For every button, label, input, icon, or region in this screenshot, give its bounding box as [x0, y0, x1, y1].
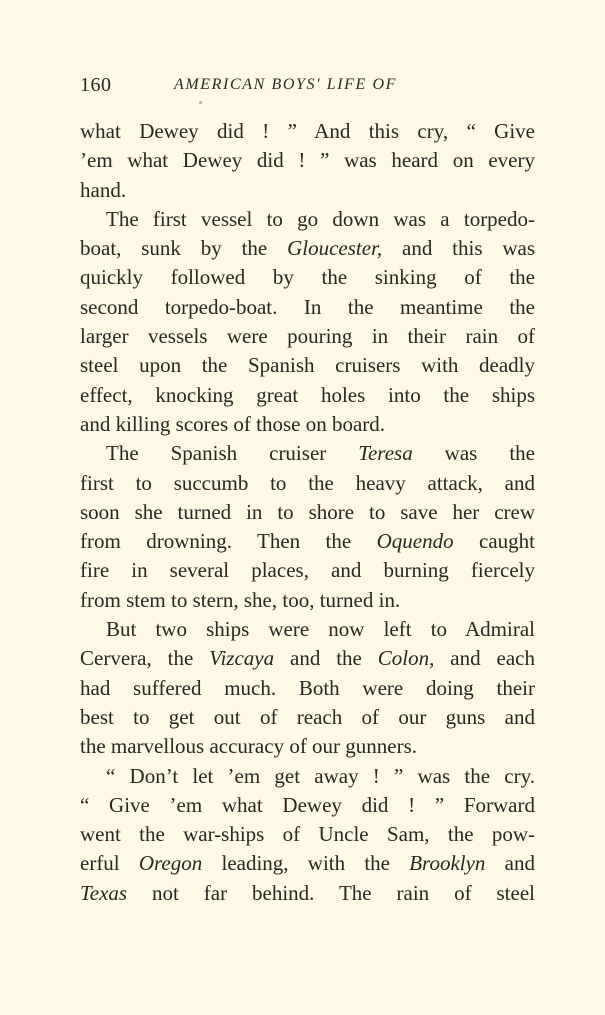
text-line [80, 674, 535, 703]
text-segment: second torpedo-boat. In the meantime the [80, 294, 535, 319]
text-line [80, 556, 535, 585]
page-header [80, 74, 540, 100]
text-segment: soon she turned in to shore to save her crew [80, 499, 535, 524]
text-line [80, 146, 535, 175]
text-segment: went the war-ships of Uncle Sam, the pow- [80, 822, 535, 847]
text-line [80, 732, 535, 761]
text-segment: fire in several places, and burning fiercely [80, 558, 535, 583]
text-line [80, 176, 535, 205]
italic-name: Oquendo [376, 529, 454, 554]
text-segment: effect, knocking great holes into the ships [80, 382, 535, 407]
italic-name: Vizcaya [209, 646, 275, 671]
text-segment: Cervera, the [80, 646, 210, 671]
italic-name: Colon, [377, 646, 435, 671]
text-segment: leading, with the [202, 851, 410, 876]
italic-name: Brooklyn [409, 851, 486, 876]
text-line [80, 527, 535, 556]
text-segment: hand. [80, 177, 127, 202]
text-segment: caught [453, 529, 535, 554]
text-segment: and this was [382, 236, 536, 261]
text-line [80, 469, 535, 498]
text-line [80, 615, 535, 644]
text-line [80, 703, 535, 732]
text-segment: “ Don’t let ’em get away ! ” was the cry. [106, 763, 535, 788]
text-line [80, 586, 535, 615]
text-segment: erful [80, 851, 139, 876]
text-segment: first to succumb to the heavy attack, and [80, 470, 535, 495]
text-line [80, 791, 535, 820]
text-segment: and [485, 851, 535, 876]
body-text [80, 117, 535, 908]
page-number: 160 [80, 74, 112, 96]
text-line [80, 234, 535, 263]
text-line [80, 381, 535, 410]
text-line [80, 293, 535, 322]
text-line [80, 644, 535, 673]
text-line [80, 117, 535, 146]
text-segment: best to get out of reach of our guns and [80, 704, 535, 729]
text-segment: larger vessels were pouring in their rain of [80, 324, 535, 349]
text-segment: what Dewey did ! ” And this cry, “ Give [80, 119, 535, 143]
text-line [80, 410, 535, 439]
print-speck [199, 101, 202, 104]
italic-name: Oregon [138, 851, 203, 876]
text-segment: from drowning. Then the [80, 529, 377, 554]
text-segment: boat, sunk by the [80, 236, 288, 261]
text-line [80, 820, 535, 849]
text-line [80, 879, 535, 908]
text-segment: the marvellous accuracy of our gunners. [80, 734, 418, 759]
text-segment: had suffered much. Both were doing their [80, 675, 535, 700]
text-line [80, 351, 535, 380]
text-segment: and each [434, 646, 535, 671]
text-line [80, 322, 535, 351]
text-line [80, 498, 535, 527]
text-segment: was the [412, 441, 535, 466]
running-head: AMERICAN BOYS' LIFE OF [174, 76, 398, 93]
text-segment: “ Give ’em what Dewey did ! ” Forward [80, 792, 535, 817]
text-segment: and killing scores of those on board. [80, 411, 386, 436]
text-segment: The first vessel to go down was a torpedo- [106, 206, 535, 231]
italic-name: Teresa [358, 441, 413, 466]
text-segment: But two ships were now left to Admiral [106, 617, 535, 642]
text-line [80, 205, 535, 234]
italic-name: Texas [80, 880, 128, 905]
text-segment: The Spanish cruiser [106, 441, 359, 466]
text-line [80, 439, 535, 468]
text-segment: and the [274, 646, 378, 671]
text-segment: not far behind. The rain of steel [127, 880, 535, 905]
text-line [80, 762, 535, 791]
text-line [80, 849, 535, 878]
text-segment: from stem to stern, she, too, turned in. [80, 587, 401, 612]
text-segment: ’em what Dewey did ! ” was heard on every [80, 148, 535, 173]
italic-name: Gloucester, [287, 236, 383, 261]
text-segment: quickly followed by the sinking of the [80, 265, 535, 290]
text-segment: steel upon the Spanish cruisers with deadly [80, 353, 535, 378]
text-line [80, 263, 535, 292]
